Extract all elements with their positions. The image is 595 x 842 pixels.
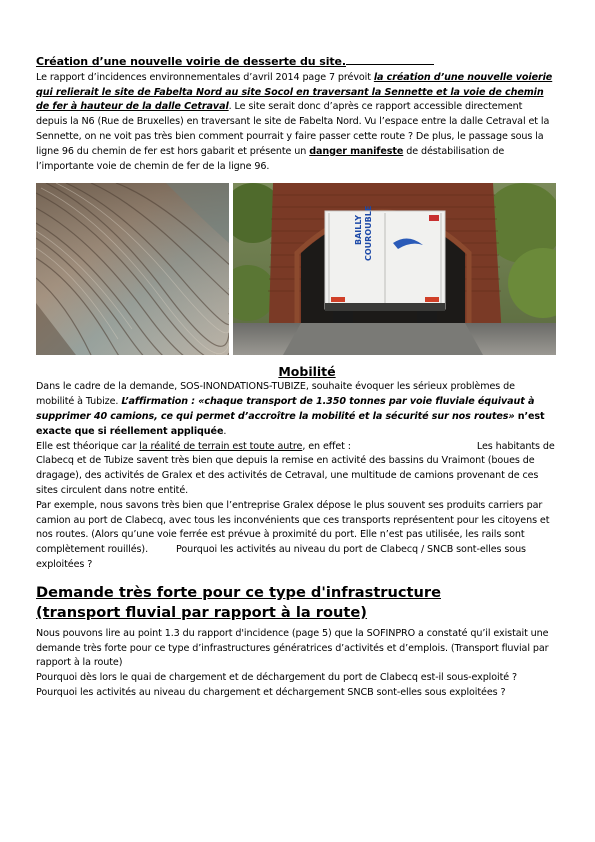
mobilite-habitants: Les habitants de Clabecq et de Tubize savent très bien que depuis la remise en activité des bassins du Vraimont (boues de dragage), des activités de Gralex et des activités de Cetraval, une multitude de camions provenant de ces sites circulent dans notre entité. — [36, 440, 555, 496]
truck-brand-2: COUROUBLE — [364, 206, 373, 262]
mobilite-pourquoi: Pourquoi les activités au niveau du port de Clabecq / SNCB sont-elles sous exploitées ? — [36, 544, 526, 570]
creation-text-quote: la création d’une nouvelle voierie qui relierait le site de Fabelta Nord au site Socol en traversant la Sennette et la voie de chemin de fer à hauteur de la dalle Cetraval — [36, 71, 553, 113]
photo-row — [36, 183, 556, 355]
section-creation — [36, 55, 556, 174]
eroded-wall-photo — [36, 183, 229, 355]
mobilite-paragraph-1 — [36, 380, 556, 439]
mobilite-affirmation: L’affirmation : «chaque transport de 1.350 tonnes par voie fluviale équivaut à supprimer 40 camions, ce qui permet d’accroître la mobilité et la sécurité sur nos routes» — [36, 396, 535, 422]
mobilite-text-d: . — [223, 425, 227, 437]
mobilite-theorique: Elle est théorique car — [36, 440, 140, 452]
creation-text-a: Le rapport d’incidences environnementales d’avril 2014 page 7 prévoit — [36, 71, 374, 83]
demande-heading-line2: (transport fluvial par rapport à la route) — [36, 603, 367, 621]
demande-paragraph-1: Nous pouvons lire au point 1.3 du rapport d'incidence (page 5) que la SOFINPRO a constaté qu’il existait une demande très forte pour ce type d’infrastructures génératrices d’activités et d’emplois. (Transport fluvial par rapport à la route) — [36, 627, 549, 669]
mobilite-exemple: Par exemple, nous savons très bien que l’entreprise Gralex dépose le plus souvent ses produits carriers par camion au port de Clabecq, avec tous les inconvénients que ces transports représentent pour les citoyens et nos routes. (Alors qu’une voie ferrée est prévue à proximité du port. Elle n’est pas utilisée, les rails sont complètement rouillés). — [36, 499, 550, 556]
section-heading-mobilite: Mobilité — [278, 364, 336, 380]
mobilite-realite: la réalité de terrain est toute autre — [139, 440, 303, 452]
mobilite-exacte: n’est exacte que si réellement appliquée — [36, 410, 545, 437]
danger-manifeste: danger manifeste — [309, 145, 404, 157]
truck-brand-1: BAILLY — [354, 215, 363, 246]
section-heading-creation: Création d’une nouvelle voirie de desserte du site. — [36, 55, 346, 68]
section-mobilite-heading-row — [36, 361, 556, 380]
mobilite-paragraph-3 — [36, 499, 556, 573]
truck-tunnel-photo — [233, 183, 556, 355]
creation-text-d: de déstabilisation de l’importante voie de chemin de fer de la ligne 96. — [36, 145, 505, 172]
demande-heading-line1: Demande très forte pour ce type d'infrastructure — [36, 583, 441, 601]
mobilite-paragraph-2 — [36, 440, 556, 499]
mobilite-en-effet: , en effet : — [302, 440, 351, 452]
creation-text-c: . Le site serait donc d’après ce rapport accessible directement depuis la N6 (Rue de Bruxelles) en traversant le site de Fabelta Nord. Vu l’espace entre la dalle Cetraval et la Sennette, on ne voit pas très bien comment pourrait y faire passer cette route ? De plus, le passage sous la ligne 96 du chemin de fer est hors gabarit et présente un — [36, 101, 550, 157]
demande-paragraph-2: Pourquoi dès lors le quai de chargement et de déchargement du port de Clabecq est-il sous-exploité ? Pourquoi les activités au niveau du chargement et déchargement SNCB sont-elles sous exploitées ? — [36, 672, 517, 698]
document-page — [36, 55, 556, 701]
section-heading-demande — [36, 583, 556, 623]
mobilite-text-a: Dans le cadre de la demande, SOS-INONDATIONS-TUBIZE, souhaite évoquer les sérieux problèmes de mobilité à Tubize. — [36, 381, 515, 408]
